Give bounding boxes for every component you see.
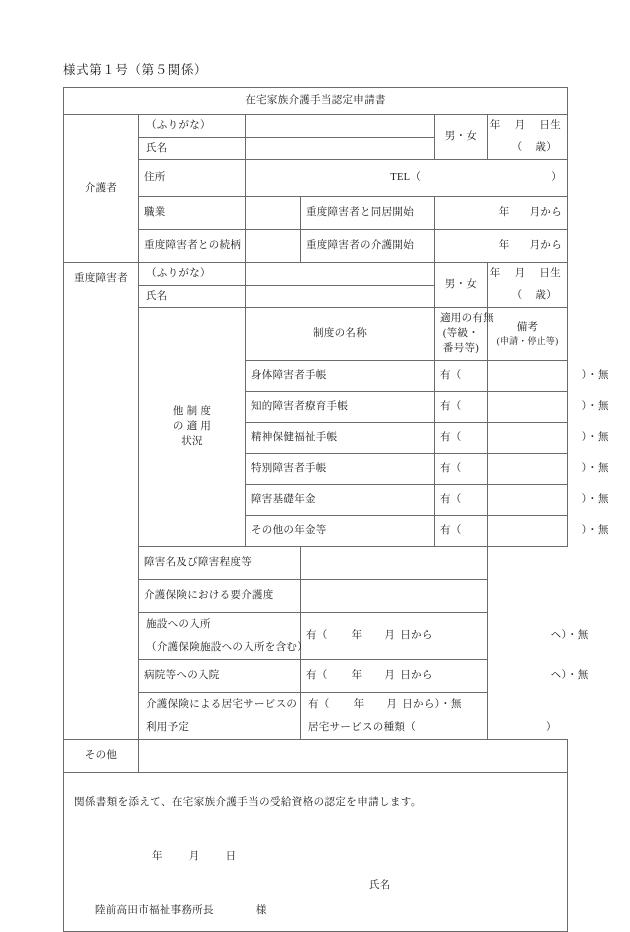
disabled-gender-field[interactable]: 男・女 bbox=[435, 263, 488, 308]
column-header-remarks-main: 備考 bbox=[516, 321, 539, 333]
facility-admission-label bbox=[139, 612, 308, 659]
system-value-prefix: 有（ bbox=[440, 463, 462, 475]
facility-month: 月 bbox=[384, 630, 396, 642]
facility-prefix: 有（ bbox=[306, 630, 328, 642]
facility-admission-input[interactable] bbox=[301, 612, 589, 659]
hospital-suffix: ヘ）・無 bbox=[550, 670, 589, 682]
caregiver-tel-close: ） bbox=[551, 172, 562, 184]
disabled-age-open: （ bbox=[511, 290, 523, 302]
disabled-birth-month: 月 bbox=[514, 268, 526, 280]
declaration-text: 関係書類を添えて、在宅家族介護手当の受給資格の認定を申請します。 bbox=[74, 797, 422, 809]
care-level-row bbox=[64, 579, 568, 612]
system-value-suffix: ）・無 bbox=[581, 401, 609, 413]
other-systems-label bbox=[139, 308, 246, 547]
hospital-prefix: 有（ bbox=[306, 670, 328, 682]
disabled-name-label: 氏名 bbox=[139, 285, 245, 307]
system-value-suffix: ）・無 bbox=[581, 463, 609, 475]
caregiver-name-label: 氏名 bbox=[139, 137, 245, 159]
system-name: 特別障害者手帳 bbox=[246, 453, 435, 484]
system-application-input[interactable] bbox=[435, 391, 609, 422]
system-value-prefix: 有（ bbox=[440, 370, 462, 382]
disability-name-label: 障害名及び障害程度等 bbox=[139, 546, 301, 579]
other-input[interactable] bbox=[139, 739, 568, 772]
disabled-age-label: 歳） bbox=[535, 290, 557, 302]
caregiver-address-input[interactable] bbox=[246, 160, 568, 197]
caregiver-gender-field[interactable]: 男・女 bbox=[435, 115, 488, 160]
caregiver-birth-field[interactable] bbox=[488, 115, 568, 160]
system-application-input[interactable] bbox=[435, 484, 609, 515]
other-systems-header-row bbox=[64, 308, 568, 361]
system-value-suffix: ）・無 bbox=[581, 525, 609, 537]
facility-suffix: ヘ）・無 bbox=[550, 630, 589, 642]
declaration-row bbox=[64, 772, 568, 931]
system-remark-input[interactable] bbox=[488, 484, 568, 515]
caregiver-name-labels bbox=[139, 115, 246, 160]
home-service-prefix: 有（ bbox=[308, 698, 330, 710]
other-label: その他 bbox=[64, 739, 139, 772]
care-start-year: 年 bbox=[498, 240, 510, 252]
caregiver-tel-label: TEL（ bbox=[390, 172, 422, 184]
facility-year: 年 bbox=[351, 630, 363, 642]
system-value-suffix: ）・無 bbox=[581, 370, 609, 382]
system-value-suffix: ）・無 bbox=[581, 494, 609, 506]
declaration-addressee bbox=[74, 903, 567, 918]
home-service-type-label: 居宅サービスの種類（ bbox=[308, 721, 416, 733]
cohabitation-start-month: 月から bbox=[529, 207, 562, 219]
home-service-month: 月 bbox=[386, 698, 398, 710]
disabled-birth-day: 日生 bbox=[539, 268, 561, 280]
system-name: 知的障害者療育手帳 bbox=[246, 391, 435, 422]
hospital-admission-label: 病院等への入院 bbox=[139, 659, 301, 692]
system-application-input[interactable] bbox=[435, 360, 609, 391]
disability-name-row bbox=[64, 546, 568, 579]
disabled-birth-field[interactable] bbox=[488, 263, 568, 308]
system-name: 障害基礎年金 bbox=[246, 484, 435, 515]
application-form-table bbox=[63, 87, 609, 932]
home-service-label-line2: 利用予定 bbox=[146, 721, 190, 733]
system-remark-input[interactable] bbox=[488, 360, 568, 391]
system-remark-input[interactable] bbox=[488, 515, 568, 546]
facility-admission-row bbox=[64, 612, 568, 659]
hospital-admission-input[interactable] bbox=[301, 659, 589, 692]
home-service-label-line1: 介護保険による居宅サービスの bbox=[146, 698, 298, 710]
system-application-input[interactable] bbox=[435, 453, 609, 484]
system-remark-input[interactable] bbox=[488, 453, 568, 484]
column-header-system-name: 制度の名称 bbox=[246, 308, 435, 361]
disabled-section-label: 重度障害者 bbox=[64, 263, 139, 740]
home-service-type-close: ） bbox=[546, 721, 557, 733]
declaration-date-day: 日 bbox=[225, 851, 237, 863]
disabled-birth-year: 年 bbox=[489, 268, 501, 280]
caregiver-name-input[interactable] bbox=[246, 115, 435, 160]
caregiver-relation-input[interactable] bbox=[246, 230, 301, 263]
declaration-addressee-name: 陸前高田市福祉事務所長 bbox=[95, 904, 214, 916]
column-header-application: 適用の有無(等級・番号等) bbox=[435, 308, 488, 361]
other-systems-label-line2: の 適 用 bbox=[172, 421, 212, 433]
declaration-date[interactable] bbox=[74, 849, 567, 864]
care-level-input[interactable] bbox=[301, 579, 488, 612]
system-remark-input[interactable] bbox=[488, 391, 568, 422]
facility-admission-label-line1: 施設への入所 bbox=[146, 618, 211, 630]
system-value-prefix: 有（ bbox=[440, 525, 462, 537]
care-start-input[interactable] bbox=[435, 230, 568, 263]
disabled-name-labels bbox=[139, 263, 246, 308]
system-value-prefix: 有（ bbox=[440, 401, 462, 413]
system-value-suffix: ）・無 bbox=[581, 432, 609, 444]
disabled-name-input[interactable] bbox=[246, 263, 435, 308]
caregiver-relation-label: 重度障害者との続柄 bbox=[139, 230, 246, 263]
home-service-input[interactable] bbox=[301, 692, 557, 739]
caregiver-address-row bbox=[64, 160, 568, 197]
caregiver-relation-row bbox=[64, 230, 568, 263]
system-name: 精神保健福祉手帳 bbox=[246, 422, 435, 453]
caregiver-age-label: 歳） bbox=[535, 142, 557, 154]
caregiver-name-row bbox=[64, 115, 568, 160]
declaration-date-month: 月 bbox=[188, 851, 200, 863]
system-name: 身体障害者手帳 bbox=[246, 360, 435, 391]
home-service-label bbox=[139, 692, 301, 739]
disability-name-input[interactable] bbox=[301, 546, 488, 579]
column-header-remarks-sub: (申請・停止等) bbox=[496, 335, 559, 346]
home-service-year: 年 bbox=[353, 698, 365, 710]
column-header-remarks bbox=[488, 308, 568, 361]
cohabitation-start-label: 重度障害者と同居開始 bbox=[301, 197, 435, 230]
hospital-admission-row bbox=[64, 659, 568, 692]
other-systems-label-line3: 状況 bbox=[181, 436, 203, 448]
facility-from: 日から bbox=[400, 630, 433, 642]
caregiver-occupation-input[interactable] bbox=[246, 197, 301, 230]
system-value-prefix: 有（ bbox=[440, 432, 462, 444]
system-application-input[interactable] bbox=[435, 515, 609, 546]
declaration-date-year: 年 bbox=[152, 851, 163, 863]
care-level-label: 介護保険における要介護度 bbox=[139, 579, 301, 612]
home-service-row bbox=[64, 692, 568, 739]
care-start-month: 月から bbox=[529, 240, 562, 252]
caregiver-address-label: 住所 bbox=[139, 160, 246, 197]
hospital-month: 月 bbox=[384, 670, 396, 682]
system-name: その他の年金等 bbox=[246, 515, 435, 546]
care-start-label: 重度障害者の介護開始 bbox=[301, 230, 435, 263]
declaration-block bbox=[64, 772, 568, 931]
declaration-name-label[interactable]: 氏名 bbox=[369, 879, 391, 891]
caregiver-age-open: （ bbox=[511, 142, 523, 154]
system-remark-input[interactable] bbox=[488, 422, 568, 453]
caregiver-birth-year: 年 bbox=[489, 120, 501, 132]
cohabitation-start-input[interactable] bbox=[435, 197, 568, 230]
caregiver-birth-month: 月 bbox=[514, 120, 526, 132]
system-application-input[interactable] bbox=[435, 422, 609, 453]
system-value-prefix: 有（ bbox=[440, 494, 462, 506]
disabled-name-row bbox=[64, 263, 568, 308]
caregiver-section-label: 介護者 bbox=[64, 115, 139, 263]
caregiver-birth-day: 日生 bbox=[539, 120, 561, 132]
form-title: 在宅家族介護手当認定申請書 bbox=[64, 88, 568, 115]
declaration-honorific: 様 bbox=[255, 904, 267, 916]
hospital-from: 日から bbox=[400, 670, 433, 682]
caregiver-occupation-label: 職業 bbox=[139, 197, 246, 230]
form-title-row bbox=[64, 88, 568, 115]
cohabitation-start-year: 年 bbox=[498, 207, 510, 219]
home-service-suffix: 日から）・無 bbox=[402, 698, 462, 710]
hospital-year: 年 bbox=[351, 670, 363, 682]
other-row bbox=[64, 739, 568, 772]
facility-admission-label-line2: （介護保険施設への入所を含む） bbox=[146, 641, 308, 653]
form-number: 様式第１号（第５関係） bbox=[63, 63, 208, 77]
other-systems-label-line1: 他 制 度 bbox=[172, 406, 212, 417]
disabled-furigana-label: （ふりがな） bbox=[146, 268, 211, 280]
caregiver-furigana-label: （ふりがな） bbox=[146, 120, 211, 132]
caregiver-occupation-row bbox=[64, 197, 568, 230]
